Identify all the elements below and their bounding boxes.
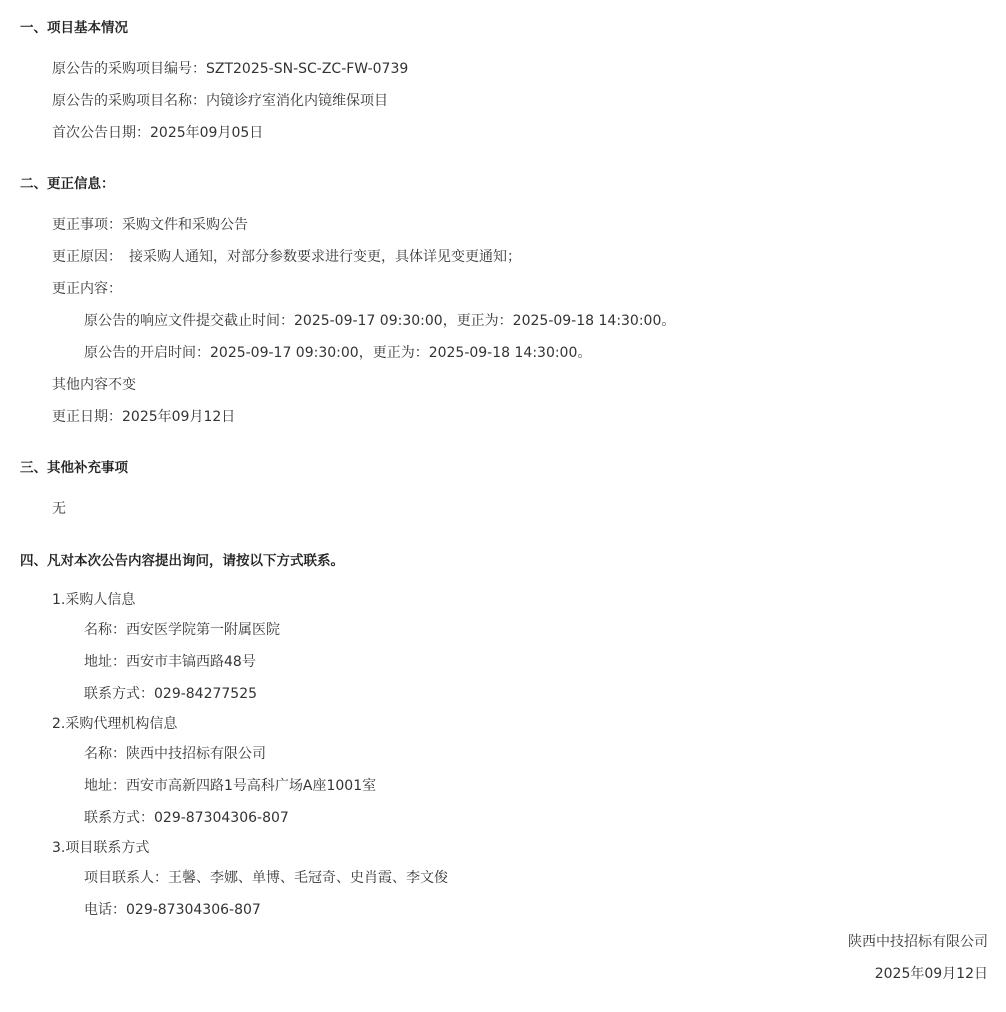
other-content-unchanged: 其他内容不变 (52, 377, 136, 393)
footer-company: 陕西中技招标有限公司 (848, 934, 988, 950)
section4-heading: 四、凡对本次公告内容提出询问，请按以下方式联系。 (20, 553, 344, 569)
purchaser-contact: 联系方式：029-84277525 (84, 686, 258, 702)
correction-item: 更正事项：采购文件和采购公告 (52, 217, 248, 233)
section3-heading: 三、其他补充事项 (20, 460, 128, 476)
correction-change-opening: 原公告的开启时间：2025-09-17 09:30:00，更正为：2025-09-18 14:30:00。 (84, 345, 592, 361)
correction-date: 更正日期：2025年09月12日 (52, 409, 236, 425)
project-contact-people: 项目联系人：王馨、李娜、单博、毛冠奇、史肖霞、李文俊 (84, 870, 448, 886)
agency-address: 地址：西安市高新四路1号高科广场A座1001室 (84, 778, 377, 794)
correction-content-label: 更正内容： (52, 281, 122, 297)
project-contact-phone: 电话：029-87304306-807 (84, 902, 261, 918)
correction-reason: 更正原因： 接采购人通知，对部分参数要求进行变更，具体详见变更通知； (52, 249, 521, 265)
section2-heading: 二、更正信息： (20, 176, 115, 192)
agency-contact: 联系方式：029-87304306-807 (84, 810, 289, 826)
purchaser-address: 地址：西安市丰镐西路48号 (84, 654, 256, 670)
project-contact-title: 3.项目联系方式 (52, 840, 150, 856)
first-announcement-date: 首次公告日期：2025年09月05日 (52, 125, 264, 141)
footer-date: 2025年09月12日 (874, 966, 988, 982)
project-name: 原公告的采购项目名称：内镜诊疗室消化内镜维保项目 (52, 93, 388, 109)
agency-name: 名称：陕西中技招标有限公司 (84, 746, 266, 762)
agency-info-title: 2.采购代理机构信息 (52, 716, 178, 732)
supplementary-content: 无 (52, 501, 66, 517)
correction-change-deadline: 原公告的响应文件提交截止时间：2025-09-17 09:30:00，更正为：2025-09-18 14:30:00。 (84, 313, 676, 329)
section1-heading: 一、项目基本情况 (20, 20, 128, 36)
project-number: 原公告的采购项目编号：SZT2025-SN-SC-ZC-FW-0739 (52, 61, 409, 77)
purchaser-name: 名称：西安医学院第一附属医院 (84, 622, 280, 638)
purchaser-info-title: 1.采购人信息 (52, 592, 136, 608)
